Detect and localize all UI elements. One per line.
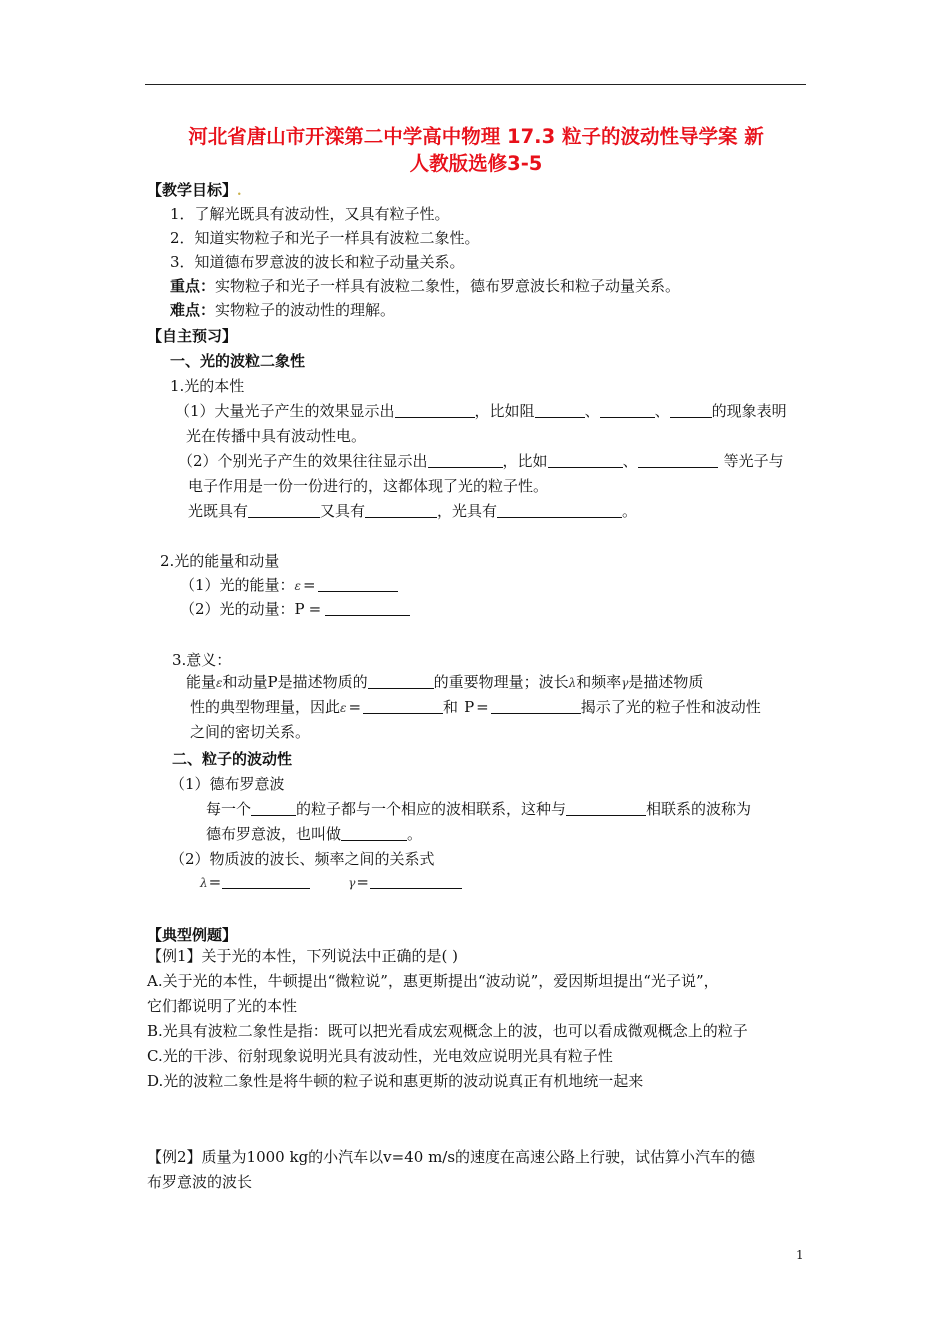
example-1-option-a-cont: 它们都说明了光的本性 <box>147 997 298 1015</box>
example-1-option-b: B.光具有波粒二象性是指：既可以把光看成宏观概念上的波，也可以看成微观概念上的粒子 <box>147 1022 748 1040</box>
nature-para-2-cont: 电子作用是一份一份进行的，这都体现了光的粒子性。 <box>188 477 549 495</box>
example-1-option-a: A.关于光的本性，牛顿提出“微粒说”，惠更斯提出“波动说”，爱因斯坦提出“光子说”， <box>147 972 719 990</box>
answer-blank[interactable] <box>222 873 310 889</box>
goal-item-1: 1．了解光既具有波动性，又具有粒子性。 <box>170 205 450 223</box>
answer-blank[interactable] <box>251 800 296 816</box>
answer-blank[interactable] <box>428 452 503 468</box>
goal-item-2: 2．知道实物粒子和光子一样具有波粒二象性。 <box>170 229 480 247</box>
nature-para-1-cont: 光在传播中具有波动性电。 <box>186 427 367 445</box>
page-number: 1 <box>796 1248 804 1262</box>
subsection-nature-title: 1.光的本性 <box>170 377 245 395</box>
answer-blank[interactable] <box>363 698 443 714</box>
key-point: 重点：实物粒子和光子一样具有波粒二象性，德布罗意波长和粒子动量关系。 <box>170 277 681 295</box>
section2-title: 二、粒子的波动性 <box>172 750 293 768</box>
section1-title: 一、光的波粒二象性 <box>170 352 306 370</box>
example-2-question-cont: 布罗意波的波长 <box>147 1173 253 1191</box>
meaning-line-3: 之间的密切关系。 <box>190 723 311 741</box>
answer-blank[interactable] <box>325 600 410 616</box>
example-1-option-c: C.光的干涉、衍射现象说明光具有波动性，光电效应说明光具有粒子性 <box>147 1047 613 1065</box>
debroglie-title: （1）德布罗意波 <box>170 775 285 793</box>
example-2-question: 【例2】质量为1000 kg的小汽车以v=40 m/s的速度在高速公路上行驶，试估算小汽车的德 <box>147 1148 756 1166</box>
momentum-line: （2）光的动量：P = <box>180 599 410 619</box>
difficulty-point: 难点：实物粒子的波动性的理解。 <box>170 301 396 319</box>
answer-blank[interactable] <box>497 502 622 518</box>
answer-blank[interactable] <box>368 673 434 689</box>
goal-item-3: 3．知道德布罗意波的波长和粒子动量关系。 <box>170 253 465 271</box>
subsection-energy-title: 2.光的能量和动量 <box>160 552 280 570</box>
meaning-line-2: 性的典型物理量，因此ε = 和 P = 揭示了光的粒子性和波动性 <box>190 698 761 716</box>
header-rule <box>145 84 806 85</box>
debroglie-line-1: 每一个 的粒子都与一个相应的波相联系，这种与 相联系的波称为 <box>206 800 752 818</box>
nature-para-2: （2）个别光子产生的效果往往显示出 ，比如 、 等光子与 <box>178 452 784 470</box>
examples-heading: 【典型例题】 <box>147 926 238 944</box>
nature-summary: 光既具有 又具有 ，光具有 。 <box>188 502 638 520</box>
answer-blank[interactable] <box>395 402 475 418</box>
subsection-meaning-title: 3.意义： <box>172 651 232 669</box>
answer-blank[interactable] <box>566 800 646 816</box>
matter-wave-title: （2）物质波的波长、频率之间的关系式 <box>170 850 435 868</box>
answer-blank[interactable] <box>535 402 585 418</box>
debroglie-line-2: 德布罗意波，也叫做 。 <box>206 825 423 843</box>
nature-para-1: （1）大量光子产生的效果显示出 ，比如阻 、 、 的现象表明 <box>175 402 787 420</box>
example-1-question: 【例1】关于光的本性，下列说法中正确的是( ) <box>147 947 459 965</box>
meaning-line-1: 能量ε和动量P是描述物质的 的重要物理量；波长λ和频率γ是描述物质 <box>186 673 704 691</box>
matter-wave-formulas: λ= γ= <box>200 872 462 893</box>
example-1-option-d: D.光的波粒二象性是将牛顿的粒子说和惠更斯的波动说真正有机地统一起来 <box>147 1072 644 1090</box>
document-title: 河北省唐山市开滦第二中学高中物理 17.3 粒子的波动性导学案 新 人教版选修3-5 <box>188 125 764 175</box>
answer-blank[interactable] <box>365 502 437 518</box>
answer-blank[interactable] <box>670 402 712 418</box>
answer-blank[interactable] <box>638 452 718 468</box>
answer-blank[interactable] <box>491 698 581 714</box>
answer-blank[interactable] <box>370 873 462 889</box>
answer-blank[interactable] <box>318 576 398 592</box>
answer-blank[interactable] <box>600 402 655 418</box>
goals-heading: 【教学目标】. <box>147 181 242 199</box>
answer-blank[interactable] <box>341 825 407 841</box>
answer-blank[interactable] <box>548 452 623 468</box>
answer-blank[interactable] <box>248 502 320 518</box>
preview-heading: 【自主预习】 <box>147 327 238 345</box>
energy-line: （1）光的能量：ε = <box>180 575 398 596</box>
